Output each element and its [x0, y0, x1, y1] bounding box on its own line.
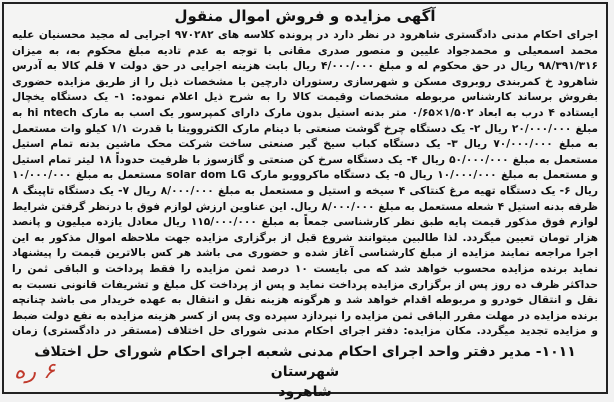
notice-footer — [12, 342, 598, 402]
handwritten-mark: ۶ ره — [14, 359, 55, 384]
notice-frame — [2, 2, 608, 400]
notice-body — [12, 28, 598, 338]
footer-city: شاهرود — [278, 384, 332, 400]
footer-signature-line: ۱۰۱۱- مدیر دفتر واحد اجرای احکام مدنی شعبه اجرای احکام شورای حل اختلاف شهرستان — [34, 344, 576, 380]
notice-body-text: اجرای احکام مدنی دادگستری شاهرود در نظر دارد در پرونده کلاسه های ۹۷۰۲۸۲ اجرایی له مجید محسنیان علیه محمد اسمعیلی و محمدجواد علیین و منصور صدری مقانی با توجه به عدم تادیه مبلغ محکوم به، به میزان ۹۸/۳۹۱/۳۱۶ ریال در حق محکوم له و مبلغ ۴/۰۰۰/۰۰۰ ریال بابت هزینه اجرایی در حق دولت ۷ قلم کالا به آدرس شاهرود خ کمربندی روبروی مسکن و شهرسازی رستوران دارچین با مشخصات ذیل را از طریق مزایده حضوری بفروش برساند کارشناس مربوطه مشخصات وقیمت کالا را به شرح ذیل اعلام نموده: ۱- یک دستگاه یخچال ایستاده ۴ درب به ابعاد ۱/۵۰۲×۰/۶۵ متر بدنه استیل بدون مارک دارای کمپرسور یک اسب به مارک hi ntech به مبلغ ۲۰/۰۰۰/۰۰۰ ریال ۲- یک دستگاه چرخ گوشت صنعتی با دینام مارک الکتروویتا با قدرت ۱/۱ کیلو وات مستعمل به مبلغ ۷۰/۰۰۰/۰۰۰ ریال ۳- یک دستگاه کباب سیخ گیر صنعتی ساخت شرکت محک ماشین بدنه تمام استیل مستعمل به مبلغ ۵۰/۰۰۰/۰۰۰ ریال ۴- یک دستگاه سرخ کن صنعتی و گازسوز با ظرفیت حدوداً ۱۸ لیتر تمام استیل و مستعمل به مبلغ ۱۰/۰۰۰/۰۰۰ ریال ۵- یک دستگاه ماکروویو مارک solar dom LG مستعمل به مبلغ ۱۰/۰۰۰/۰۰۰ ریال ۶- یک دستگاه تهیه مرغ کنتاکی ۴ سیخه و استیل و مستعمل به مبلغ ۸/۰۰۰/۰۰۰ ریال ۷- یک دستگاه تاپینگ ۸ ظرفه بدنه استیل ۴ شعله مستعمل به مبلغ ۸/۰۰۰/۰۰۰ ریال. این عناوین ارزش لوازم فوق با درنظر گرفتن شرایط لوازم فوق مذکور قیمت پایه طبق نظر کارشناسی جمعاً به مبلغ ۱۱۵/۰۰۰/۰۰۰ ریال معادل یازده میلیون و پانصد هزار تومان تعیین میگردد. لذا طالبین میتوانند شروع قبل از برگزاری مزایده جهت ملاحظه اموال مذکور به این اجرا مراجعه نمایند مزایده از مبلغ کارشناسی آغاز شده و حضوری می باشد هر کس بالاترین قیمت را پیشنهاد نماید برنده مزایده محسوب خواهد شد که می بایست ۱۰ درصد ثمن مزایده را فقط پرداخت و الباقی ثمن را حداکثر ظرف ده روز پس از برگزاری مزایده پرداخت نماید و پس از پرداخت کل مبلغ و تشریفات قانونی نسبت به نقل و انتقال خودرو و مربوطه اقدام خواهد شد و هرگونه هزینه نقل و انتقال به عهده خریدار می باشد چنانچه برنده مزایده در مهلت مقرر الباقی ثمن مزایده را نپردازد سپرده وی پس از کسر هزینه مزایده به نفع دولت ضبط و مزایده تجدید میگردد. مکان مزایده: دفتر اجرای احکام مدنی شورای حل اختلاف (مستقر در دادگستری) زمان — [12, 29, 598, 338]
notice-title: آگهی مزایده و فروش اموال منقول — [174, 7, 436, 25]
